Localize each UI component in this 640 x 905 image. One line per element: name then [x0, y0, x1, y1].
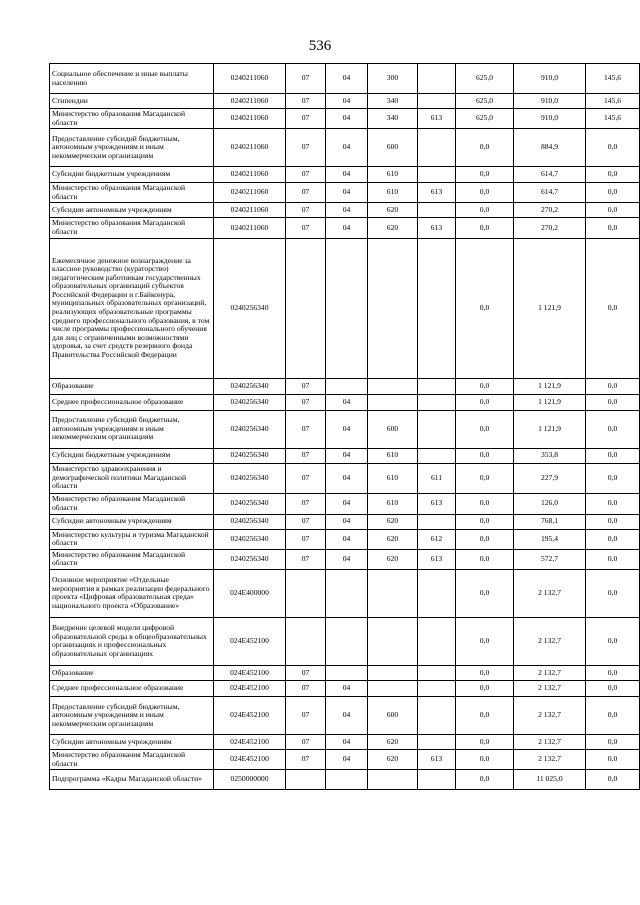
- row-amount-3: 0,0: [586, 770, 640, 790]
- row-target-code: 024E452100: [214, 749, 286, 769]
- row-amount-3: 0,0: [586, 167, 640, 183]
- row-expense-type: 600: [368, 410, 418, 448]
- row-amount-1: 0,0: [456, 665, 514, 680]
- row-name: Основное мероприятие «Отдельные мероприятия в рамках реализации федерального проекта «Цифровая образовательная среда» национального проекта «Образование»: [50, 569, 214, 617]
- table-row: [50, 94, 640, 109]
- row-target-code: 024E452100: [214, 617, 286, 665]
- table-row: [50, 680, 640, 696]
- row-administrator: [418, 734, 456, 749]
- budget-table: [49, 63, 640, 790]
- row-amount-2: 2 132,7: [514, 665, 586, 680]
- table-row: [50, 569, 640, 617]
- row-name: Министерство образования Магаданской области: [50, 749, 214, 769]
- row-section: 07: [286, 493, 326, 514]
- row-amount-3: 0,0: [586, 394, 640, 410]
- row-section: 07: [286, 463, 326, 493]
- row-target-code: 0240256340: [214, 394, 286, 410]
- row-administrator: 613: [418, 549, 456, 569]
- table-row: [50, 183, 640, 203]
- row-amount-2: 270,2: [514, 203, 586, 218]
- row-section: 07: [286, 549, 326, 569]
- row-administrator: [418, 64, 456, 94]
- row-administrator: 613: [418, 218, 456, 238]
- row-expense-type: [368, 378, 418, 394]
- row-section: [286, 569, 326, 617]
- table-row: [50, 529, 640, 549]
- row-administrator: 613: [418, 109, 456, 129]
- row-amount-1: 0,0: [456, 696, 514, 734]
- row-section: 07: [286, 394, 326, 410]
- row-expense-type: 600: [368, 129, 418, 167]
- row-administrator: 613: [418, 749, 456, 769]
- row-amount-1: 0,0: [456, 129, 514, 167]
- row-subsection: 04: [326, 749, 368, 769]
- table-row: [50, 448, 640, 463]
- row-amount-2: 1 121,9: [514, 238, 586, 378]
- row-target-code: 0240256340: [214, 378, 286, 394]
- row-section: 07: [286, 183, 326, 203]
- row-administrator: [418, 770, 456, 790]
- table-row: [50, 617, 640, 665]
- row-name: Субсидии бюджетным учреждениям: [50, 167, 214, 183]
- row-name: Среднее профессиональное образование: [50, 394, 214, 410]
- row-section: [286, 238, 326, 378]
- row-subsection: 04: [326, 129, 368, 167]
- row-amount-1: 0,0: [456, 394, 514, 410]
- row-name: Министерство образования Магаданской области: [50, 183, 214, 203]
- row-expense-type: 620: [368, 218, 418, 238]
- row-expense-type: 610: [368, 493, 418, 514]
- row-section: 07: [286, 696, 326, 734]
- table-row: [50, 64, 640, 94]
- row-expense-type: 620: [368, 749, 418, 769]
- table-row: [50, 463, 640, 493]
- row-name: Стипендии: [50, 94, 214, 109]
- row-expense-type: 620: [368, 514, 418, 529]
- table-row: [50, 734, 640, 749]
- row-subsection: 04: [326, 549, 368, 569]
- row-target-code: 0240211060: [214, 167, 286, 183]
- row-name: Субсидии бюджетным учреждениям: [50, 448, 214, 463]
- table-row: [50, 514, 640, 529]
- row-name: Министерство образования Магаданской области: [50, 493, 214, 514]
- table-row: [50, 493, 640, 514]
- row-amount-1: 0,0: [456, 463, 514, 493]
- page-number: 536: [308, 38, 332, 54]
- row-name: Предоставление субсидий бюджетным, автономным учреждениям и иным некоммерческим организациям: [50, 696, 214, 734]
- row-name: Ежемесячное денежное вознаграждение за классное руководство (кураторство) педагогическим работникам государственных образовательных организаций субъектов Российской Федерации и г.Байконура, муниципальных образовательных организаций, реализующих образовательные программы среднего профессионального образования, в том числе программы профессионального обучения для лиц с ограниченными возможностями здоровья, за счет средств резервного фонда Правительства Российской Федерации: [50, 238, 214, 378]
- row-section: 07: [286, 514, 326, 529]
- row-administrator: [418, 394, 456, 410]
- row-amount-2: 2 132,7: [514, 680, 586, 696]
- row-amount-1: 0,0: [456, 493, 514, 514]
- row-amount-3: 0,0: [586, 448, 640, 463]
- table-row: [50, 394, 640, 410]
- row-administrator: [418, 680, 456, 696]
- table-row: [50, 203, 640, 218]
- row-amount-1: 625,0: [456, 94, 514, 109]
- row-amount-3: 0,0: [586, 680, 640, 696]
- row-target-code: 0240211060: [214, 94, 286, 109]
- row-amount-3: 0,0: [586, 514, 640, 529]
- row-amount-3: 0,0: [586, 734, 640, 749]
- table-row: [50, 770, 640, 790]
- row-section: 07: [286, 218, 326, 238]
- table-row: [50, 665, 640, 680]
- row-target-code: 0240256340: [214, 410, 286, 448]
- table-row: [50, 218, 640, 238]
- row-amount-3: 0,0: [586, 569, 640, 617]
- row-amount-3: 0,0: [586, 617, 640, 665]
- row-expense-type: 610: [368, 463, 418, 493]
- table-row: [50, 696, 640, 734]
- row-section: 07: [286, 64, 326, 94]
- row-section: 07: [286, 378, 326, 394]
- row-section: 07: [286, 167, 326, 183]
- row-administrator: 611: [418, 463, 456, 493]
- row-amount-3: 145,6: [586, 94, 640, 109]
- row-subsection: [326, 665, 368, 680]
- table-row: [50, 167, 640, 183]
- row-subsection: 04: [326, 493, 368, 514]
- row-target-code: 024E452100: [214, 734, 286, 749]
- row-amount-1: 0,0: [456, 203, 514, 218]
- row-target-code: 0240256340: [214, 463, 286, 493]
- row-section: 07: [286, 109, 326, 129]
- row-amount-3: 0,0: [586, 218, 640, 238]
- row-subsection: 04: [326, 463, 368, 493]
- row-amount-3: 0,0: [586, 410, 640, 448]
- row-amount-2: 614,7: [514, 167, 586, 183]
- row-subsection: [326, 617, 368, 665]
- row-target-code: 0240211060: [214, 183, 286, 203]
- row-section: 07: [286, 203, 326, 218]
- row-section: 07: [286, 734, 326, 749]
- row-expense-type: 620: [368, 734, 418, 749]
- row-amount-3: 0,0: [586, 529, 640, 549]
- row-expense-type: [368, 569, 418, 617]
- row-section: 07: [286, 94, 326, 109]
- row-subsection: [326, 569, 368, 617]
- row-subsection: [326, 238, 368, 378]
- row-name: Министерство образования Магаданской области: [50, 218, 214, 238]
- row-subsection: 04: [326, 167, 368, 183]
- row-target-code: 0240211060: [214, 64, 286, 94]
- row-subsection: 04: [326, 680, 368, 696]
- row-amount-1: 0,0: [456, 770, 514, 790]
- row-amount-2: 227,9: [514, 463, 586, 493]
- row-administrator: 612: [418, 529, 456, 549]
- row-expense-type: 610: [368, 183, 418, 203]
- row-name: Министерство культуры и туризма Магаданской области: [50, 529, 214, 549]
- row-amount-1: 0,0: [456, 749, 514, 769]
- row-amount-1: 0,0: [456, 734, 514, 749]
- row-target-code: 024E452100: [214, 696, 286, 734]
- row-amount-2: 2 132,7: [514, 749, 586, 769]
- row-administrator: [418, 238, 456, 378]
- row-name: Внедрение целевой модели цифровой образовательной среды в общеобразовательных организациях и профессиональных образовательных организациях: [50, 617, 214, 665]
- row-target-code: 0240256340: [214, 529, 286, 549]
- row-amount-1: 625,0: [456, 64, 514, 94]
- row-section: 07: [286, 129, 326, 167]
- row-section: 07: [286, 410, 326, 448]
- row-section: [286, 770, 326, 790]
- row-expense-type: [368, 770, 418, 790]
- row-target-code: 024E400000: [214, 569, 286, 617]
- row-name: Предоставление субсидий бюджетным, автономным учреждениям и иным некоммерческим организациям: [50, 410, 214, 448]
- row-section: [286, 617, 326, 665]
- row-subsection: 04: [326, 410, 368, 448]
- row-subsection: 04: [326, 203, 368, 218]
- row-amount-3: 0,0: [586, 463, 640, 493]
- row-amount-2: 195,4: [514, 529, 586, 549]
- row-amount-1: 0,0: [456, 680, 514, 696]
- row-amount-3: 0,0: [586, 183, 640, 203]
- row-section: 07: [286, 665, 326, 680]
- row-administrator: [418, 167, 456, 183]
- row-administrator: [418, 378, 456, 394]
- row-name: Субсидии автономным учреждениям: [50, 514, 214, 529]
- row-administrator: 613: [418, 493, 456, 514]
- table-row: [50, 410, 640, 448]
- row-administrator: [418, 203, 456, 218]
- row-subsection: 04: [326, 696, 368, 734]
- row-administrator: [418, 410, 456, 448]
- row-amount-3: 0,0: [586, 665, 640, 680]
- row-expense-type: 610: [368, 448, 418, 463]
- row-administrator: [418, 129, 456, 167]
- row-amount-1: 0,0: [456, 167, 514, 183]
- row-subsection: 04: [326, 64, 368, 94]
- row-target-code: 024E452100: [214, 665, 286, 680]
- row-administrator: [418, 665, 456, 680]
- row-name: Субсидии автономным учреждениям: [50, 734, 214, 749]
- row-amount-2: 2 132,7: [514, 696, 586, 734]
- table-row: [50, 549, 640, 569]
- row-subsection: [326, 378, 368, 394]
- row-section: 07: [286, 749, 326, 769]
- row-target-code: 0240256340: [214, 493, 286, 514]
- row-subsection: 04: [326, 109, 368, 129]
- row-amount-1: 0,0: [456, 549, 514, 569]
- table-row: [50, 749, 640, 769]
- row-amount-1: 0,0: [456, 448, 514, 463]
- row-expense-type: [368, 680, 418, 696]
- row-amount-2: 614,7: [514, 183, 586, 203]
- row-administrator: [418, 617, 456, 665]
- row-amount-3: 145,6: [586, 109, 640, 129]
- row-amount-2: 1 121,9: [514, 394, 586, 410]
- row-name: Среднее профессиональное образование: [50, 680, 214, 696]
- row-subsection: 04: [326, 394, 368, 410]
- row-amount-1: 0,0: [456, 514, 514, 529]
- row-expense-type: 610: [368, 167, 418, 183]
- row-amount-3: 0,0: [586, 696, 640, 734]
- row-subsection: 04: [326, 734, 368, 749]
- row-target-code: 0240256340: [214, 514, 286, 529]
- row-section: 07: [286, 529, 326, 549]
- row-amount-2: 884,9: [514, 129, 586, 167]
- row-expense-type: 600: [368, 696, 418, 734]
- row-subsection: 04: [326, 218, 368, 238]
- row-amount-3: 0,0: [586, 238, 640, 378]
- row-amount-2: 11 025,0: [514, 770, 586, 790]
- row-amount-2: 910,0: [514, 94, 586, 109]
- row-amount-2: 126,0: [514, 493, 586, 514]
- row-target-code: 0240211060: [214, 129, 286, 167]
- row-amount-2: 572,7: [514, 549, 586, 569]
- table-row: [50, 129, 640, 167]
- row-name: Предоставление субсидий бюджетным, автономным учреждениям и иным некоммерческим организациям: [50, 129, 214, 167]
- row-administrator: [418, 94, 456, 109]
- row-administrator: [418, 569, 456, 617]
- row-administrator: [418, 448, 456, 463]
- row-amount-2: 910,0: [514, 64, 586, 94]
- row-administrator: [418, 514, 456, 529]
- row-name: Министерство образования Магаданской области: [50, 109, 214, 129]
- row-expense-type: 620: [368, 549, 418, 569]
- row-amount-2: 910,0: [514, 109, 586, 129]
- row-subsection: 04: [326, 514, 368, 529]
- row-name: Субсидии автономным учреждениям: [50, 203, 214, 218]
- row-amount-2: 353,8: [514, 448, 586, 463]
- row-amount-3: 0,0: [586, 378, 640, 394]
- table-row: [50, 238, 640, 378]
- row-target-code: 0240211060: [214, 109, 286, 129]
- row-amount-2: 2 132,7: [514, 569, 586, 617]
- row-name: Образование: [50, 378, 214, 394]
- row-amount-1: 0,0: [456, 617, 514, 665]
- row-amount-2: 1 121,9: [514, 410, 586, 448]
- row-target-code: 0240256340: [214, 238, 286, 378]
- row-expense-type: [368, 394, 418, 410]
- row-subsection: 04: [326, 529, 368, 549]
- row-administrator: [418, 696, 456, 734]
- row-amount-2: 1 121,9: [514, 378, 586, 394]
- row-amount-3: 0,0: [586, 129, 640, 167]
- row-subsection: 04: [326, 183, 368, 203]
- row-amount-1: 0,0: [456, 410, 514, 448]
- row-amount-1: 625,0: [456, 109, 514, 129]
- row-amount-2: 270,2: [514, 218, 586, 238]
- row-target-code: 024E452100: [214, 680, 286, 696]
- row-subsection: 04: [326, 94, 368, 109]
- row-subsection: 04: [326, 448, 368, 463]
- row-expense-type: [368, 617, 418, 665]
- row-expense-type: 300: [368, 64, 418, 94]
- row-amount-2: 768,1: [514, 514, 586, 529]
- row-name: Образование: [50, 665, 214, 680]
- row-amount-2: 2 132,7: [514, 734, 586, 749]
- row-target-code: 0250000000: [214, 770, 286, 790]
- row-expense-type: 620: [368, 529, 418, 549]
- row-expense-type: 620: [368, 203, 418, 218]
- row-amount-1: 0,0: [456, 183, 514, 203]
- row-amount-3: 145,6: [586, 64, 640, 94]
- row-section: 07: [286, 448, 326, 463]
- table-row: [50, 378, 640, 394]
- row-target-code: 0240211060: [214, 203, 286, 218]
- row-expense-type: 340: [368, 94, 418, 109]
- row-amount-1: 0,0: [456, 569, 514, 617]
- table-row: [50, 109, 640, 129]
- row-amount-1: 0,0: [456, 378, 514, 394]
- row-section: 07: [286, 680, 326, 696]
- row-amount-1: 0,0: [456, 238, 514, 378]
- row-expense-type: [368, 665, 418, 680]
- row-expense-type: [368, 238, 418, 378]
- row-name: Министерство здравоохранения и демографической политики Магаданской области: [50, 463, 214, 493]
- row-amount-3: 0,0: [586, 493, 640, 514]
- row-name: Министерство образования Магаданской области: [50, 549, 214, 569]
- row-administrator: 613: [418, 183, 456, 203]
- row-amount-3: 0,0: [586, 749, 640, 769]
- row-target-code: 0240256340: [214, 448, 286, 463]
- row-subsection: [326, 770, 368, 790]
- row-amount-3: 0,0: [586, 549, 640, 569]
- row-amount-3: 0,0: [586, 203, 640, 218]
- row-amount-2: 2 132,7: [514, 617, 586, 665]
- row-expense-type: 340: [368, 109, 418, 129]
- row-amount-1: 0,0: [456, 529, 514, 549]
- row-name: Социальное обеспечение и иные выплаты населению: [50, 64, 214, 94]
- row-target-code: 0240211060: [214, 218, 286, 238]
- row-target-code: 0240256340: [214, 549, 286, 569]
- row-amount-1: 0,0: [456, 218, 514, 238]
- row-name: Подпрограмма «Кадры Магаданской области»: [50, 770, 214, 790]
